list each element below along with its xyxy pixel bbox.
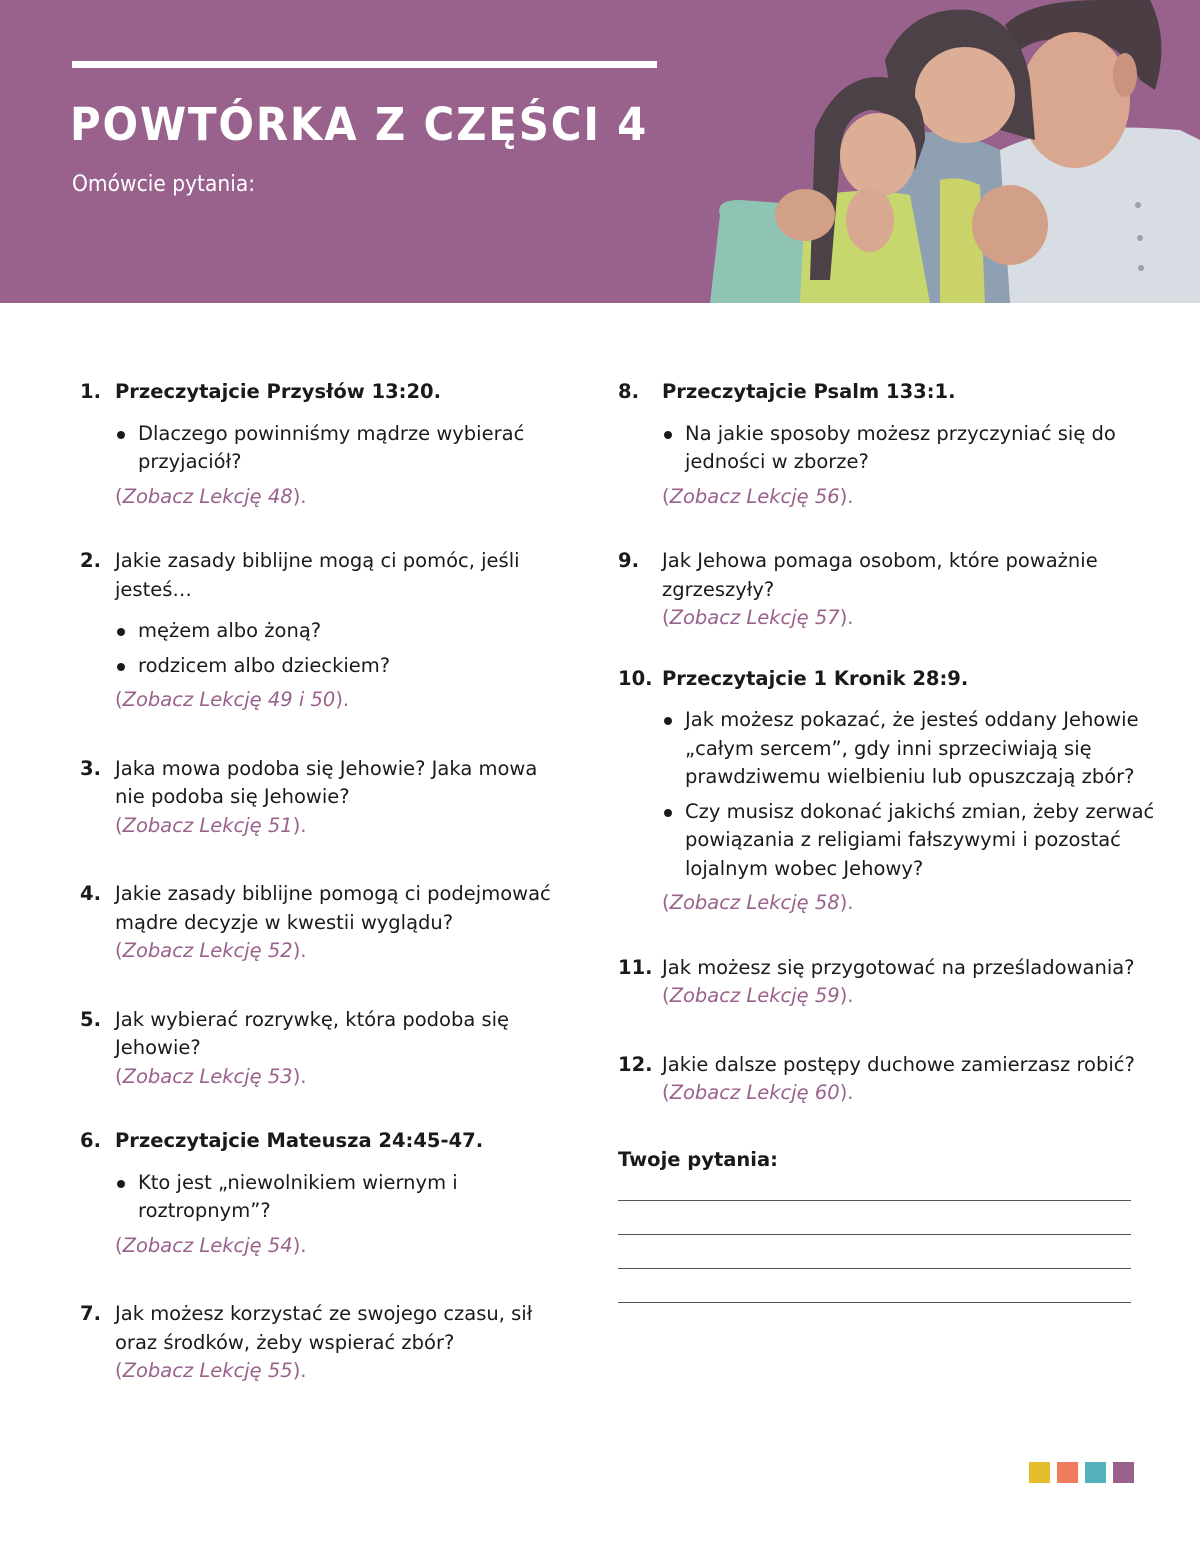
swatch-teal [1085,1462,1106,1483]
question-text: Jakie dalsze postępy duchowe zamierzasz robić? [662,1052,1135,1076]
girl-face [840,113,916,197]
question-text: Jakie zasady biblijne pomogą ci podejmować mądre decyzje w kwestii wyglądu? [115,882,551,934]
question-item [618,1051,1158,1108]
question-item [618,665,1158,918]
answer-line[interactable] [618,1268,1131,1269]
header-rule [72,61,657,68]
lesson-reference [115,686,570,715]
scripture-reading: Przeczytajcie Mateusza 24:45-47. [115,1129,484,1152]
lesson-reference-punct: ( [115,1064,123,1088]
lesson-reference-punct: ). [292,939,307,962]
swatch-coral [1057,1462,1078,1483]
your-questions-section [618,1146,1158,1303]
swatch-yellow [1029,1462,1050,1483]
questions-column-left [80,378,570,1386]
question-body [115,1006,570,1092]
question-item [80,1300,570,1386]
lesson-reference-text: Zobacz Lekcję 53 [122,1064,293,1088]
lesson-reference-punct: ). [335,688,350,711]
shirt-button [1137,235,1143,241]
question-number: 5. [80,1007,101,1031]
lesson-reference [662,483,1158,512]
lesson-reference-text: Zobacz Lekcję 56 [669,484,840,508]
lesson-reference-punct: ( [115,484,123,508]
question-item [618,378,1158,511]
lesson-reference-text: Zobacz Lekcję 59 [669,984,840,1007]
lesson-reference-punct: ( [115,813,123,837]
question-item [80,378,570,511]
lesson-reference-punct: ). [839,1081,854,1104]
question-number: 1. [80,380,101,403]
lesson-reference [115,1357,570,1386]
question-number: 3. [80,756,101,780]
bullet-item: Czy musisz dokonać jakichś zmian, żeby zerwać powiązania z religiami fałszywymi i pozostać lojalnym wobec Jehowy? [662,798,1158,884]
lesson-reference-punct: ). [292,1233,307,1257]
question-number: 12. [618,1052,653,1076]
lesson-reference [115,1232,570,1261]
girl-hands [846,188,894,252]
lesson-reference [662,1079,1158,1108]
family-praying-illustration [700,0,1200,303]
lesson-reference-text: Zobacz Lekcję 55 [122,1359,293,1382]
question-text: Jaka mowa podoba się Jehowie? Jaka mowa nie podoba się Jehowie? [115,756,538,808]
lesson-reference-punct: ). [839,606,854,629]
lesson-reference [115,1063,570,1092]
lesson-reference-punct: ). [839,984,854,1007]
lesson-reference [662,604,1158,633]
lesson-reference-text: Zobacz Lekcję 49 i 50 [122,688,336,711]
lesson-reference-punct: ). [292,1064,307,1088]
question-item [80,547,570,715]
bullet-item: Kto jest „niewolnikiem wiernym i roztropnym”? [115,1169,570,1226]
question-number: 8. [618,380,639,403]
swatch-purple [1113,1462,1134,1483]
bullet-list [115,420,570,477]
question-text: Jak wybierać rozrywkę, która podoba się Jehowie? [115,1007,510,1059]
man-hands [972,185,1048,265]
lesson-reference-punct: ). [292,1359,307,1382]
questions-column-right [618,378,1158,1303]
lesson-reference-text: Zobacz Lekcję 60 [669,1081,840,1104]
bullet-list [662,420,1158,477]
question-item [80,880,570,966]
lesson-reference-punct: ). [839,891,854,914]
question-body [662,378,1158,511]
lesson-reference-text: Zobacz Lekcję 51 [122,813,293,837]
bullet-list [115,1169,570,1226]
bullet-item: Na jakie sposoby możesz przyczyniać się do jedności w zborze? [662,420,1158,477]
lesson-reference-punct: ). [292,813,307,837]
question-body [115,1300,570,1386]
lesson-reference-text: Zobacz Lekcję 52 [122,939,293,962]
woman-face [915,47,1015,143]
bullet-list [662,706,1158,883]
question-number: 11. [618,955,653,979]
color-swatches [1029,1462,1134,1483]
question-item [618,954,1158,1011]
bullet-item: mężem albo żoną? [115,617,570,646]
question-item [618,547,1158,633]
question-body [115,755,570,841]
lesson-reference [115,937,570,966]
answer-line[interactable] [618,1200,1131,1201]
scripture-reading: Przeczytajcie Przysłów 13:20. [115,380,442,403]
lesson-reference-text: Zobacz Lekcję 57 [669,606,840,629]
bullet-item: Jak możesz pokazać, że jesteś oddany Jehowie „całym sercem”, gdy inni sprzeciwiają się prawdziwemu wielbieniu lub opuszczają zbór? [662,706,1158,792]
question-body [115,547,570,715]
question-body [115,1127,570,1260]
question-number: 4. [80,882,101,905]
lesson-reference-punct: ( [662,984,670,1007]
question-text: Jak możesz korzystać ze swojego czasu, sił oraz środków, żeby wspierać zbór? [115,1302,533,1354]
lesson-reference-punct: ( [115,1233,123,1257]
question-body [115,378,570,511]
shirt-button [1138,265,1144,271]
lesson-reference-punct: ). [292,484,307,508]
question-item [80,1127,570,1260]
page-title: POWTÓRKA Z CZĘŚCI 4 [70,98,649,151]
question-item [80,755,570,841]
lesson-reference [662,982,1158,1011]
question-body [662,665,1158,918]
man-face [1020,32,1130,168]
question-text: Jak możesz się przygotować na prześladowania? [662,955,1135,979]
lesson-reference-punct: ( [662,606,670,629]
question-text: Jak Jehowa pomaga osobom, które poważnie zgrzeszyły? [662,549,1098,601]
lesson-reference [115,483,570,512]
your-questions-title: Twoje pytania: [618,1147,778,1171]
lesson-reference-punct: ( [662,484,670,508]
question-number: 2. [80,549,101,572]
woman-hand [775,189,835,241]
lesson-reference-punct: ( [115,688,123,711]
question-number: 9. [618,549,639,572]
lesson-reference-text: Zobacz Lekcję 54 [122,1233,293,1257]
question-number: 6. [80,1129,101,1152]
question-text: Jakie zasady biblijne mogą ci pomóc, jeśli jesteś… [115,549,520,601]
answer-line[interactable] [618,1302,1131,1303]
question-body [662,1051,1158,1108]
question-body [662,954,1158,1011]
lesson-reference [662,889,1158,918]
question-body [662,547,1158,633]
shirt-button [1135,202,1141,208]
lesson-reference-punct: ). [839,484,854,508]
question-number: 7. [80,1302,101,1325]
answer-line[interactable] [618,1234,1131,1235]
lesson-reference-text: Zobacz Lekcję 48 [122,484,293,508]
bullet-item: rodzicem albo dzieckiem? [115,652,570,681]
lesson-reference-punct: ( [662,1081,670,1104]
header-banner [0,0,1200,303]
question-number: 10. [618,666,653,690]
bullet-item: Dlaczego powinniśmy mądrze wybierać przyjaciół? [115,420,570,477]
scripture-reading: Przeczytajcie Psalm 133:1. [662,380,956,403]
lesson-reference-punct: ( [662,891,670,914]
page-subtitle: Omówcie pytania: [72,172,256,197]
question-body [115,880,570,966]
lesson-reference-text: Zobacz Lekcję 58 [669,891,840,914]
bullet-list [115,617,570,680]
lesson-reference [115,812,570,841]
lesson-reference-punct: ( [115,1359,123,1382]
question-item [80,1006,570,1092]
man-ear [1113,53,1137,97]
scripture-reading: Przeczytajcie 1 Kronik 28:9. [662,666,969,690]
lesson-reference-punct: ( [115,939,123,962]
